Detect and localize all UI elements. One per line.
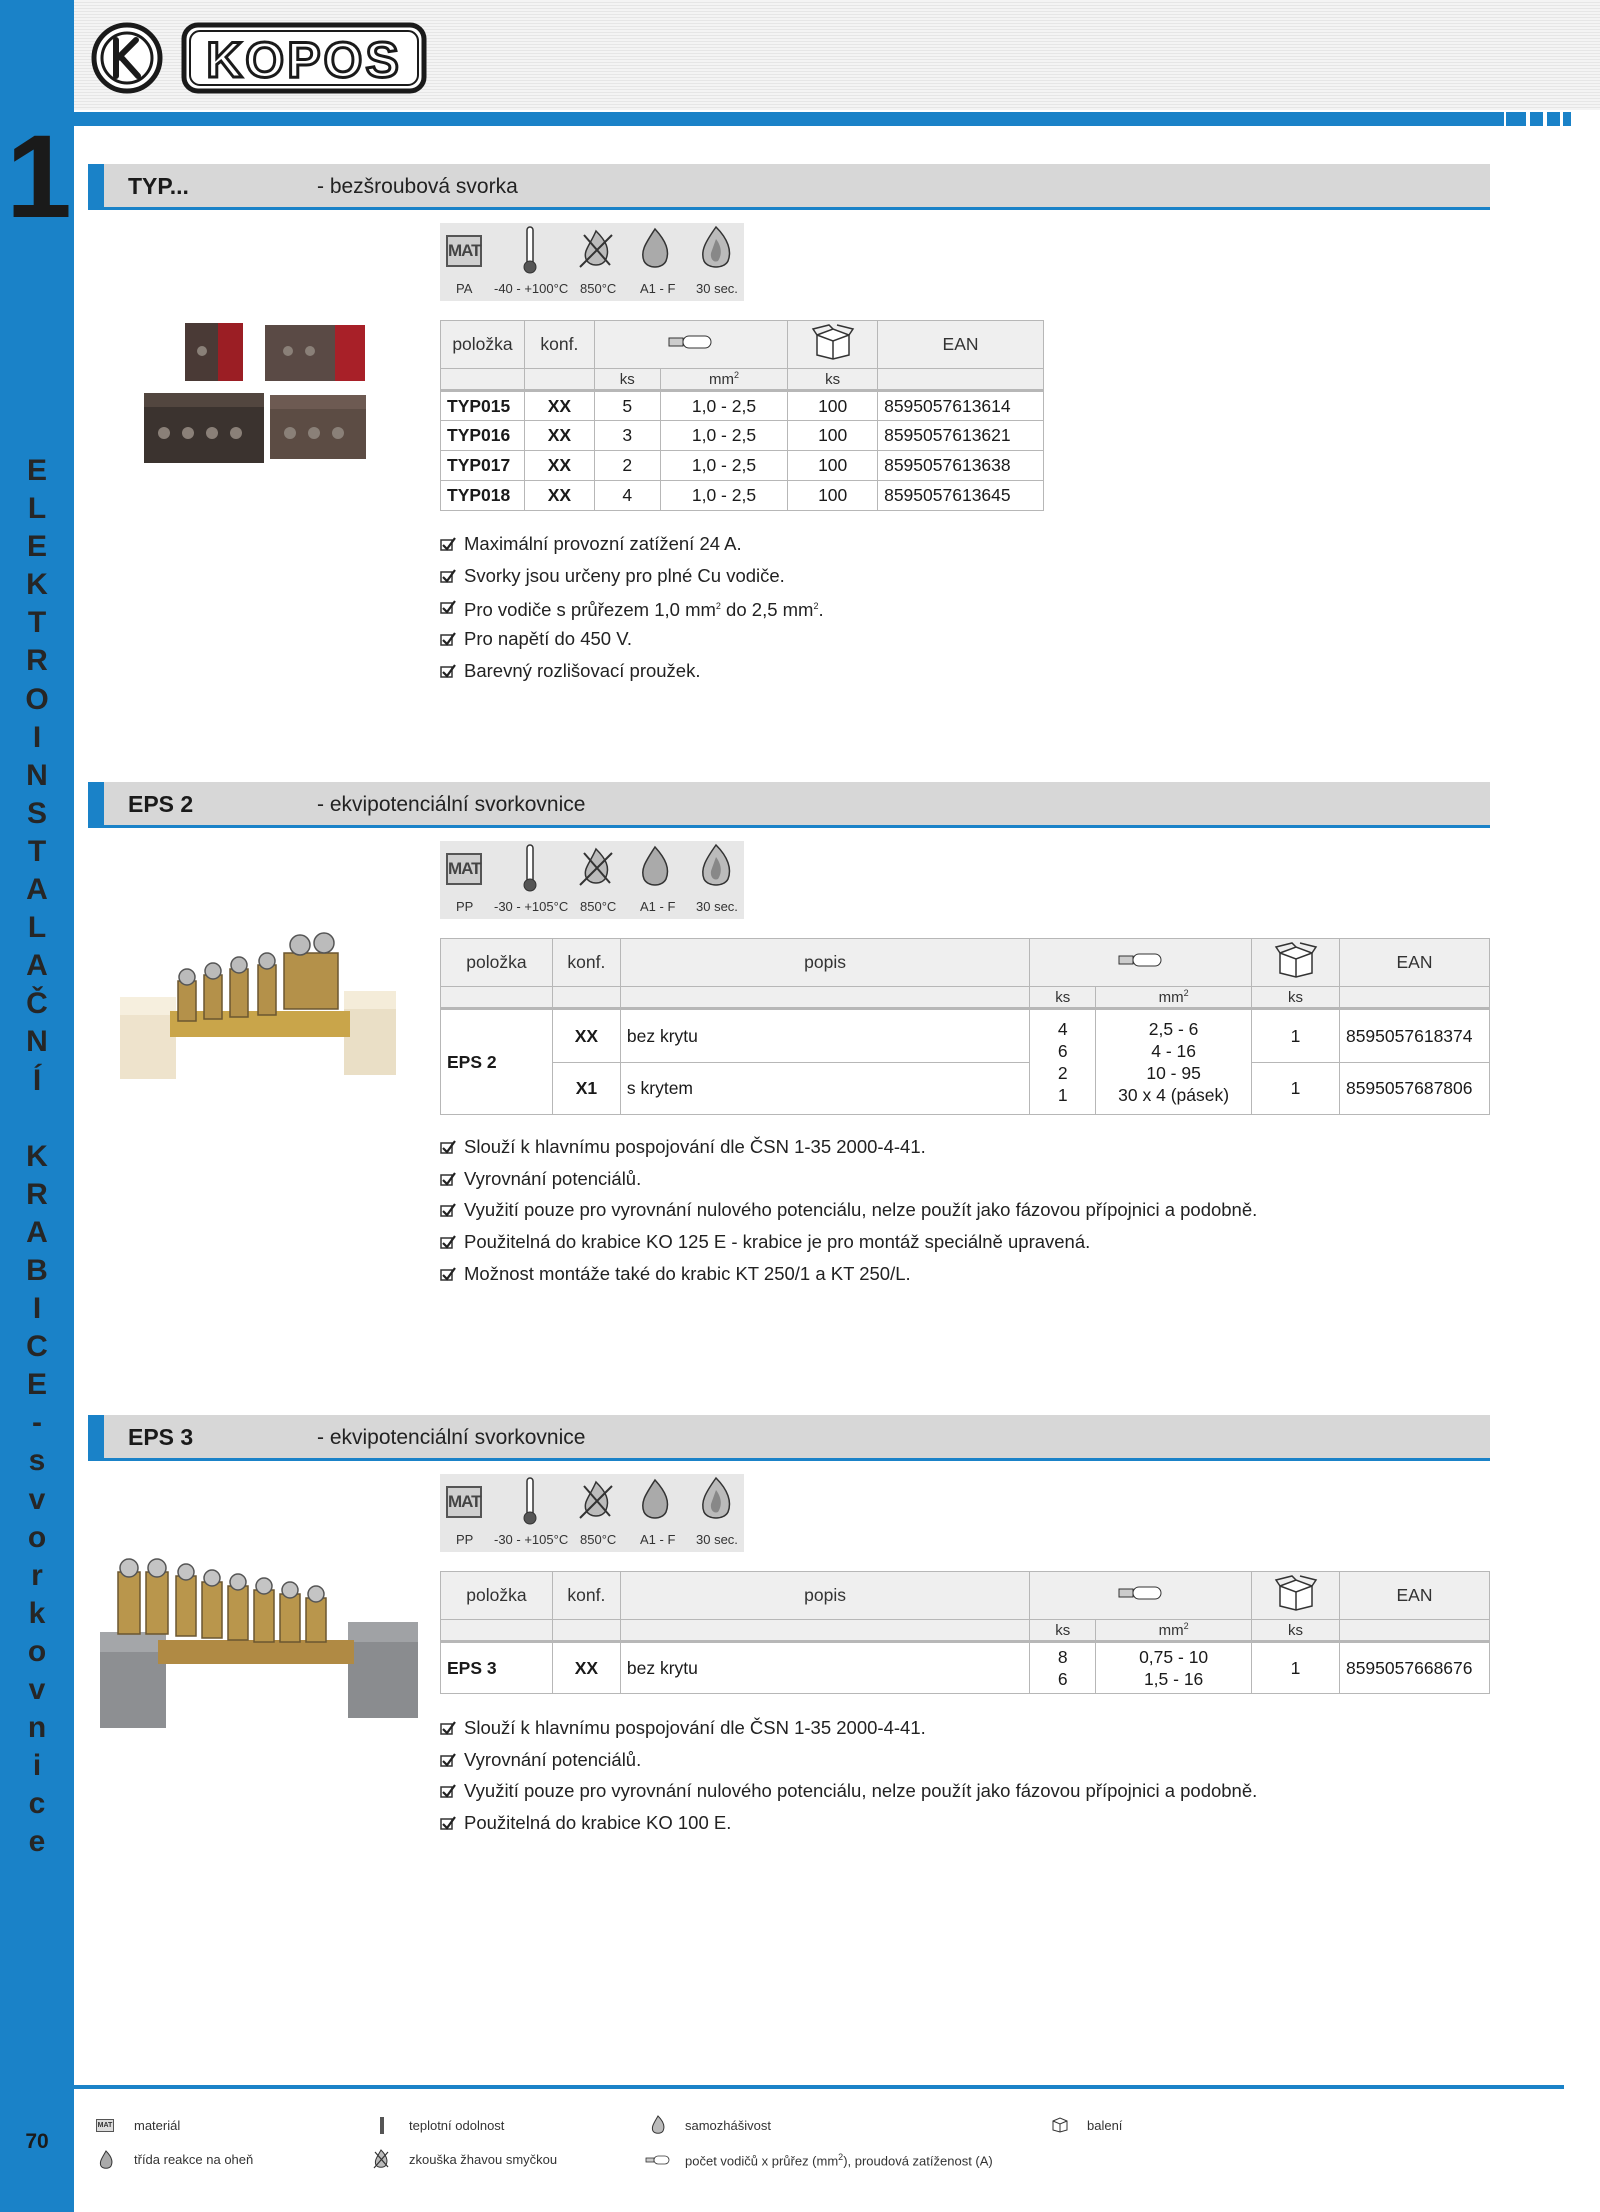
col-header-mm: $mm^2$ — [1096, 1620, 1252, 1642]
section-header-typ — [88, 164, 1490, 210]
mm-values: 2,5 - 6 4 - 16 10 - 95 30 x 4 (pásek) — [1096, 1009, 1252, 1115]
legend-wires: počet vodičů x průřez $(mm^2)$, proudová zatíženost (A) — [685, 2152, 993, 2169]
vertical-title-letter: e — [28, 1825, 46, 1859]
col-header-ks: ks — [594, 369, 660, 391]
self-extinguish-value: 30 sec. — [696, 1532, 738, 1547]
check-icon — [440, 1203, 456, 1217]
list-item: Pro napětí do 450 V. — [440, 623, 824, 655]
vertical-title-letter: s — [28, 1444, 46, 1478]
vertical-title-letter: r — [31, 1558, 43, 1592]
vertical-title-letter: T — [27, 606, 47, 640]
vertical-title-letter: v — [28, 1482, 46, 1516]
vertical-title-letter: L — [27, 492, 47, 526]
col-header-ks: ks — [1030, 1620, 1096, 1642]
list-item: Použitelná do krabice KO 125 E - krabice je pro montáž speciálně upravená. — [440, 1226, 1257, 1258]
col-header-mm: $mm^2$ — [660, 369, 788, 391]
thermometer-legend-icon — [379, 2117, 385, 2134]
box-icon — [811, 323, 855, 361]
glow-wire-value: 850°C — [580, 899, 617, 914]
col-header-ean: EAN — [878, 321, 1044, 369]
legend-self-extinguish: samozhášivost — [685, 2118, 771, 2133]
feature-list-eps2 — [440, 1131, 1257, 1289]
vertical-title-letter: A — [26, 1215, 48, 1249]
header-bar-block — [1563, 112, 1571, 126]
vertical-title-letter: B — [26, 1253, 48, 1287]
fire-class-value: A1 - F — [640, 281, 676, 296]
fire-class-value: A1 - F — [640, 899, 676, 914]
mm-values: 0,75 - 10 1,5 - 16 — [1096, 1642, 1252, 1694]
vertical-title-letter: E — [26, 530, 47, 564]
vertical-title-letter: E — [26, 1368, 47, 1402]
product-photo-eps2 — [118, 925, 398, 1085]
check-icon — [440, 1753, 456, 1767]
table-row: TYP017 XX 2 1,0 - 2,5 100 8595057613638 — [441, 451, 1044, 481]
col-header-item: položka — [441, 321, 525, 369]
list-item: Vyrovnání potenciálů. — [440, 1744, 1257, 1776]
legend-material: materiál — [134, 2118, 181, 2133]
col-header-conf: konf. — [552, 939, 620, 987]
col-header-item: položka — [441, 939, 553, 987]
feature-list-typ — [440, 528, 824, 686]
thermometer-icon — [522, 843, 538, 893]
footer-line — [74, 2085, 1564, 2089]
box-icon — [1274, 941, 1318, 979]
vertical-title-letter: N — [26, 1025, 48, 1059]
col-header-pack-ks: ks — [1252, 987, 1340, 1009]
property-icons — [440, 223, 744, 301]
vertical-title-letter: L — [27, 911, 47, 945]
table-row: EPS 3 XX bez krytu 8 6 0,75 - 10 1,5 - 16 1 8595057668676 — [441, 1642, 1490, 1694]
list-item: Slouží k hlavnímu pospojování dle ČSN 1-35 2000-4-41. — [440, 1131, 1257, 1163]
section-header-eps3 — [88, 1415, 1490, 1461]
spec-table-eps2 — [440, 938, 1490, 1115]
vertical-title-letter: A — [26, 873, 48, 907]
list-item: Pro vodiče s průřezem 1,0 $mm^2$ do 2,5 $mm^2$. — [440, 591, 824, 623]
vertical-title-letter: n — [27, 1711, 47, 1745]
check-icon — [440, 1721, 456, 1735]
product-photo-typ — [140, 315, 370, 475]
material-value: PA — [456, 281, 473, 296]
vertical-title-letter: C — [26, 1330, 48, 1364]
section-description: - bezšroubová svorka — [317, 175, 518, 198]
vertical-title-letter: R — [26, 644, 48, 678]
list-item: Možnost montáže také do krabic KT 250/1 a KT 250/L. — [440, 1258, 1257, 1290]
check-icon — [440, 569, 456, 583]
check-icon — [440, 1816, 456, 1830]
col-header-desc: popis — [620, 1572, 1029, 1620]
list-item: Použitelná do krabice KO 100 E. — [440, 1807, 1257, 1839]
legend-temperature: teplotní odolnost — [409, 2118, 505, 2133]
section-code: TYP... — [128, 173, 189, 199]
list-item: Vyrovnání potenciálů. — [440, 1163, 1257, 1195]
col-header-ean: EAN — [1339, 1572, 1489, 1620]
list-item: Slouží k hlavnímu pospojování dle ČSN 1-35 2000-4-41. — [440, 1712, 1257, 1744]
self-extinguish-icon — [696, 843, 736, 889]
list-item: Maximální provozní zatížení 24 A. — [440, 528, 824, 560]
material-icon: MAT — [446, 1486, 482, 1518]
material-icon: MAT — [446, 235, 482, 267]
chapter-number: 1 — [6, 111, 68, 243]
vertical-title-letter: E — [26, 454, 47, 487]
self-extinguish-icon — [696, 1476, 736, 1522]
glow-wire-value: 850°C — [580, 1532, 617, 1547]
material-icon: MAT — [446, 853, 482, 885]
legend-glow-wire: zkouška žhavou smyčkou — [409, 2152, 558, 2167]
vertical-title-letter: o — [27, 1634, 47, 1668]
check-icon — [440, 1140, 456, 1154]
section-code: EPS 2 — [128, 791, 194, 817]
box-legend-icon — [1050, 2116, 1070, 2133]
table-row: EPS 2 XX bez krytu 4 6 2 1 2,5 - 6 4 - 16 10 - 95 30 x 4 (pásek) 1 8595057618374 — [441, 1009, 1490, 1063]
section-description: - ekvipotenciální svorkovnice — [317, 1426, 586, 1449]
wire-icon-cell — [594, 321, 787, 369]
header-bar — [74, 112, 1504, 126]
material-value: PP — [456, 899, 474, 914]
section-code: EPS 3 — [128, 1424, 194, 1450]
col-header-mm: $mm^2$ — [1096, 987, 1252, 1009]
kopos-logo-text: KOPOS — [206, 32, 402, 88]
self-extinguish-icon — [696, 225, 736, 271]
col-header-conf: konf. — [552, 1572, 620, 1620]
ks-values: 8 6 — [1030, 1642, 1096, 1694]
product-photo-eps3 — [98, 1552, 423, 1734]
temperature-value: -40 - +100°C — [494, 281, 569, 296]
glow-wire-value: 850°C — [580, 281, 617, 296]
vertical-title-letter: i — [32, 1749, 42, 1783]
feature-list-eps3 — [440, 1712, 1257, 1839]
vertical-title-letter: N — [26, 758, 48, 792]
self-extinguish-value: 30 sec. — [696, 899, 738, 914]
col-header-ks: ks — [1030, 987, 1096, 1009]
property-icons — [440, 841, 744, 919]
check-icon — [440, 632, 456, 646]
vertical-title-letter: A — [26, 949, 48, 983]
wire-icon — [1117, 951, 1165, 969]
list-item: Barevný rozlišovací proužek. — [440, 655, 824, 687]
wire-icon — [1117, 1584, 1165, 1602]
material-value: PP — [456, 1532, 474, 1547]
legend-fire-class: třída reakce na oheň — [134, 2152, 254, 2167]
table-row: TYP015 XX 5 1,0 - 2,5 100 8595057613614 — [441, 391, 1044, 421]
col-header-item: položka — [441, 1572, 553, 1620]
self-extinguish-value: 30 sec. — [696, 281, 738, 296]
vertical-title-letter: k — [28, 1596, 46, 1630]
fire-class-legend-icon — [98, 2150, 114, 2170]
section-header-eps2 — [88, 782, 1490, 828]
vertical-title-letter: R — [26, 1177, 48, 1211]
header-bar-block — [1506, 112, 1526, 126]
col-header-conf: konf. — [524, 321, 594, 369]
vertical-title-letter: Č — [26, 987, 48, 1021]
legend-packaging: balení — [1087, 2118, 1123, 2133]
wire-icon-cell — [1030, 939, 1252, 987]
col-header-ean: EAN — [1339, 939, 1489, 987]
col-header-desc: popis — [620, 939, 1029, 987]
vertical-title-letter: - — [32, 1406, 42, 1440]
vertical-title-letter: v — [28, 1673, 46, 1706]
property-icons — [440, 1474, 744, 1552]
header-bar-block — [1547, 112, 1560, 126]
check-icon — [440, 537, 456, 551]
kopos-logo — [90, 20, 430, 101]
page-number: 70 — [25, 2130, 49, 2153]
fire-class-icon — [636, 227, 674, 271]
fire-class-icon — [636, 845, 674, 889]
list-item: Využití pouze pro vyrovnání nulového potenciálu, nelze použít jako fázovou přípojnici a podobně. — [440, 1775, 1257, 1807]
check-icon — [440, 1235, 456, 1249]
box-icon — [1274, 1574, 1318, 1612]
vertical-title-letter — [0, 1100, 74, 1138]
header-bar-block — [1530, 112, 1543, 126]
fire-class-icon — [636, 1478, 674, 1522]
list-item: Svorky jsou určeny pro plné Cu vodiče. — [440, 560, 824, 592]
vertical-title-letter: I — [32, 720, 42, 754]
table-row: TYP016 XX 3 1,0 - 2,5 100 8595057613621 — [441, 421, 1044, 451]
vertical-title-letter: o — [27, 1520, 47, 1554]
col-header-pack-ks: ks — [788, 369, 878, 391]
check-icon — [440, 664, 456, 678]
chapter-vertical-title — [0, 452, 74, 1861]
wire-icon — [667, 333, 715, 351]
thermometer-icon — [522, 225, 538, 275]
item-cell: EPS 2 — [441, 1009, 553, 1115]
spec-table-eps3 — [440, 1571, 1490, 1694]
vertical-title-letter: I — [32, 1292, 42, 1326]
packaging-icon-cell — [788, 321, 878, 369]
table-row: TYP018 XX 4 1,0 - 2,5 100 8595057613645 — [441, 481, 1044, 511]
packaging-icon-cell — [1252, 939, 1340, 987]
glow-wire-icon — [576, 1478, 616, 1522]
col-header-pack-ks: ks — [1252, 1620, 1340, 1642]
self-extinguish-legend-icon — [650, 2115, 666, 2135]
packaging-icon-cell — [1252, 1572, 1340, 1620]
vertical-title-letter: T — [27, 834, 47, 868]
check-icon — [440, 1172, 456, 1186]
fire-class-value: A1 - F — [640, 1532, 676, 1547]
vertical-title-letter: K — [26, 1139, 48, 1173]
glow-wire-legend-icon — [372, 2148, 390, 2170]
thermometer-icon — [522, 1476, 538, 1526]
table-row: X1 s krytem 1 8595057687806 — [441, 1063, 1490, 1115]
glow-wire-icon — [576, 845, 616, 889]
vertical-title-letter: c — [28, 1787, 46, 1821]
check-icon — [440, 600, 456, 614]
vertical-title-letter: Í — [32, 1063, 42, 1097]
section-description: - ekvipotenciální svorkovnice — [317, 793, 586, 816]
wire-legend-icon — [645, 2155, 671, 2165]
list-item: Využití pouze pro vyrovnání nulového potenciálu, nelze použít jako fázovou přípojnici a podobně. — [440, 1194, 1257, 1226]
glow-wire-icon — [576, 227, 616, 271]
check-icon — [440, 1784, 456, 1798]
vertical-title-letter: O — [25, 682, 49, 716]
wire-icon-cell — [1030, 1572, 1252, 1620]
temperature-value: -30 - +105°C — [494, 899, 569, 914]
material-legend-icon: MAT — [96, 2119, 114, 2132]
spec-table-typ — [440, 320, 1044, 511]
temperature-value: -30 - +105°C — [494, 1532, 569, 1547]
ks-values: 4 6 2 1 — [1030, 1009, 1096, 1115]
vertical-title-letter: S — [26, 796, 47, 830]
check-icon — [440, 1267, 456, 1281]
vertical-title-letter: K — [26, 568, 48, 602]
